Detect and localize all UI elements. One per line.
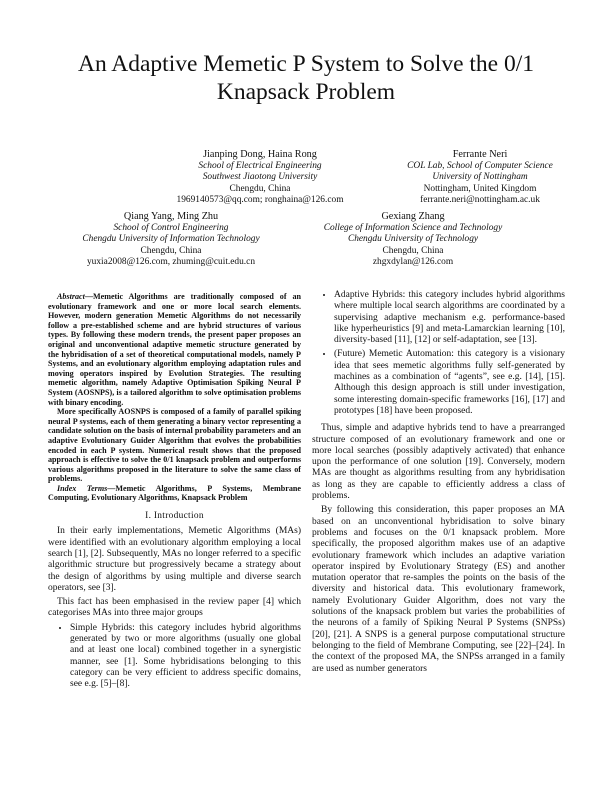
list-item: • (Future) Memetic Automation: this category is a visionary idea that sees memetic algorithms fully self-generated by machines as a combination of “agents”, see e.g. [14], [15]. Although this design approach is still under investigation, some interesting domain-specific frameworks [16], [17] and prototypes [18] have been proposed. <box>334 349 565 417</box>
abstract <box>48 292 301 503</box>
left-column <box>48 292 301 697</box>
section-heading-introduction: I. Introduction <box>145 511 204 522</box>
index-terms-label: Index Terms <box>57 483 108 493</box>
author-inst: University of Nottingham <box>432 172 528 183</box>
author-block-3 <box>56 211 286 269</box>
author-dept: College of Information Science and Technology <box>323 222 503 233</box>
abstract-paragraph-2: More specifically AOSNPS is composed of a family of parallel spiking neural P systems, each of them generating a binary vector representing a candidate solution on the basis of internal probability parameters and an adaptive Evolutionary Guider Algorithm that evolves the probabilities encoded in each P system. Numerical result shows that the proposed approach is effective to solve the 0/1 knapsack problem and outperforms various algorithms proposed in the literature to solve the same class of problems. <box>48 407 301 484</box>
right-column <box>312 290 565 678</box>
author-inst: Chengdu University of Information Technology <box>82 234 260 245</box>
author-names: Qiang Yang, Ming Zhu <box>123 211 219 222</box>
author-block-1 <box>150 149 370 207</box>
author-email: zhgxdylan@126.com <box>372 257 454 268</box>
author-block-4 <box>293 211 533 269</box>
list-item: • Adaptive Hybrids: this category includes hybrid algorithms where multiple local search algorithms are coordinated by a supervising adaptive mechanism e.g. performance-based like hyperheuristics [9] and meta-Lamarckian learning [10], diversity-based [11], [12] or self-adaptation, see [13]. <box>334 290 565 346</box>
author-dept: School of Control Engineering <box>113 222 229 233</box>
abstract-paragraph-1: —Memetic Algorithms are traditionally composed of an evolutionary framework and one or more local search elements. However, modern generation Memetic Algorithms do not necessarily follow a pre-established scheme and are hybrid structures of various types. By following these modern trends, the present paper proposes an original and unconventional adaptive memetic structure generated by the hybridisation of a set of theoretical computational models, namely P Systems, and an evolutionary algorithm employing adaptation rules and moving operators inspired by Evolution Strategies. The resulting memetic algorithm, namely Adaptive Optimisation Spiking Neural P System (AOSNPS), is a tailored algorithm to solve optimisation problems with binary encoding. <box>48 292 301 407</box>
author-names: Gexiang Zhang <box>381 211 445 222</box>
category-list-continued <box>312 290 565 417</box>
author-inst: Chengdu University of Technology <box>347 234 479 245</box>
author-location: Nottingham, United Kingdom <box>423 183 537 194</box>
author-location: Chengdu, China <box>382 245 444 256</box>
abstract-label: Abstract <box>57 292 85 301</box>
author-names: Ferrante Neri <box>452 149 508 160</box>
author-names: Jianping Dong, Haina Rong <box>203 149 317 160</box>
author-dept: School of Electrical Engineering <box>198 160 322 171</box>
author-email: 1969140573@qq.com; ronghaina@126.com <box>176 195 344 206</box>
author-location: Chengdu, China <box>140 245 202 256</box>
index-terms: —Memetic Algorithms, P Systems, Membrane Computing, Evolutionary Algorithms, Knapsack Problem <box>48 483 301 503</box>
author-email: yuxia2008@126.com, zhuming@cuit.edu.cn <box>86 257 256 268</box>
body-paragraph: By following this consideration, this paper proposes an MA based on an unconventional hybridisation to solve binary problems and focuses on the 0/1 knapsack problem. More specifically, the proposed algorithm makes use of an adaptive evolutionary framework which includes an adaptive variation operator inspired by Evolutionary Strategy (ES) and another mutation operator that re-samples the points on the basis of the diversity and historical data. This evolutionary framework, namely Evolutionary Guider Algorithm, does not vary the solutions of the knapsack problem but varies the probabilities of the neurons of a family of Spiking Neural P Systems (SNPSs) [20], [21]. A SNPS is a general purpose computational structure belonging to the field of Membrane Computing, see [22]–[24]. In the context of the proposed MA, the SNPSs arranged in a family are used as number generators <box>312 505 565 674</box>
intro-paragraph-1: In their early implementations, Memetic Algorithms (MAs) were identified with an evolutionary algorithm employing a local search [1], [2]. Subsequently, MAs no longer referred to a specific algorithmic structure but progressively became a strategy about the design of algorithms by using multiple and diverse search operators, see [3]. <box>48 526 301 593</box>
author-dept: COL Lab, School of Computer Science <box>407 160 553 171</box>
author-block-2 <box>380 149 580 207</box>
author-location: Chengdu, China <box>229 183 291 194</box>
paper-title: An Adaptive Memetic P System to Solve the 0/1 Knapsack Problem <box>77 51 535 105</box>
body-paragraph: Thus, simple and adaptive hybrids tend to have a prearranged structure composed of an evolutionary framework and one or more local searches (possibly adaptively activated) that enhance upon the performance of one solution [19]. Conversely, modern MAs are thought as algorithms resulting from any hybridisation as long as they are capable to efficiently address a class of problems. <box>312 423 565 502</box>
intro-paragraph-2: This fact has been emphasised in the review paper [4] which categorises MAs into three major groups <box>48 597 301 619</box>
category-list <box>48 623 301 691</box>
author-email: ferrante.neri@nottingham.ac.uk <box>420 195 540 206</box>
author-inst: Southwest Jiaotong University <box>202 172 318 183</box>
list-item: • Simple Hybrids: this category includes hybrid algorithms generated by two or more algorithms (usually one global and at least one local) combined together in a synergistic manner, see [1]. Some hybridisations belonging to this category can be very efficient to address specific domains, see e.g. [5]–[8]. <box>70 623 301 691</box>
